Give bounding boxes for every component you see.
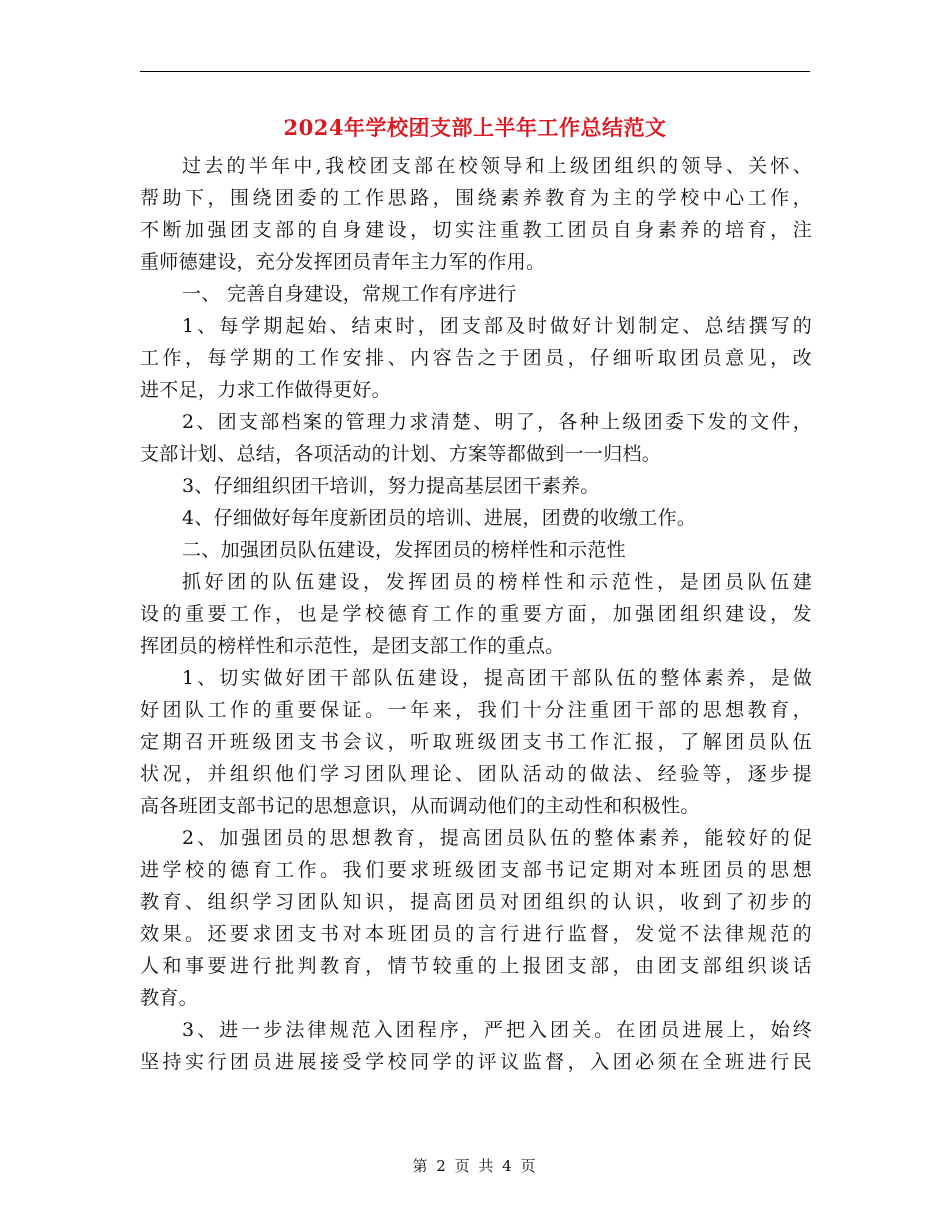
paragraph-line: 抓好团的队伍建设，发挥团员的榜样性和示范性，是团员队伍建 — [182, 571, 812, 593]
paragraph-line: 教育。 — [140, 987, 198, 1009]
paragraph-line: 重师德建设，充分发挥团员青年主力军的作用。 — [140, 251, 546, 273]
paragraph-line: 人和事要进行批判教育，情节较重的上报团支部，由团支部组织谈话 — [140, 955, 812, 977]
paragraph-line: 2、团支部档案的管理力求清楚、明了，各种上级团委下发的文件， — [182, 411, 812, 433]
paragraph-line: 1、切实做好团干部队伍建设，提高团干部队伍的整体素养，是做 — [182, 667, 812, 689]
paragraph-line: 支部计划、总结，各项活动的计划、方案等都做到一一归档。 — [140, 443, 662, 465]
section-heading: 一、 完善自身建设，常规工作有序进行 — [182, 283, 517, 305]
section-heading: 二、加强团员队伍建设，发挥团员的榜样性和示范性 — [182, 539, 626, 561]
paragraph-line: 效果。还要求团支书对本班团员的言行进行监督，发觉不法律规范的 — [140, 923, 812, 945]
paragraph-line: 过去的半年中,我校团支部在校领导和上级团组织的领导、关怀、 — [182, 155, 812, 177]
paragraph-line: 3、仔细组织团干培训，努力提高基层团干素养。 — [182, 475, 600, 497]
paragraph-line: 工作，每学期的工作安排、内容告之于团员，仔细听取团员意见，改 — [140, 347, 812, 369]
paragraph-line: 3、进一步法律规范入团程序，严把入团关。在团员进展上，始终 — [182, 1019, 812, 1041]
paragraph-line: 教育、组织学习团队知识，提高团员对团组织的认识，收到了初步的 — [140, 891, 812, 913]
paragraph-line: 好团队工作的重要保证。一年来，我们十分注重团干部的思想教育， — [140, 699, 812, 721]
paragraph-line: 状况，并组织他们学习团队理论、团队活动的做法、经验等，逐步提 — [140, 763, 812, 785]
paragraph-line: 定期召开班级团支书会议，听取班级团支书工作汇报，了解团员队伍 — [140, 731, 812, 753]
paragraph-line: 1、每学期起始、结束时，团支部及时做好计划制定、总结撰写的 — [182, 315, 812, 337]
paragraph-line: 进学校的德育工作。我们要求班级团支部书记定期对本班团员的思想 — [140, 859, 812, 881]
document-title: 2024年学校团支部上半年工作总结范文 — [283, 115, 667, 140]
paragraph-line: 4、仔细做好每年度新团员的培训、进展，团费的收缴工作。 — [182, 507, 697, 529]
document-body — [140, 150, 812, 1078]
paragraph-line: 高各班团支部书记的思想意识，从而调动他们的主动性和积极性。 — [140, 795, 700, 817]
paragraph-line: 帮助下，围绕团委的工作思路，围绕素养教育为主的学校中心工作， — [140, 187, 812, 209]
paragraph-line: 坚持实行团员进展接受学校同学的评议监督，入团必须在全班进行民 — [140, 1051, 812, 1073]
paragraph-line: 设的重要工作，也是学校德育工作的重要方面，加强团组织建设，发 — [140, 603, 812, 625]
paragraph-line: 进不足，力求工作做得更好。 — [140, 379, 391, 401]
header-rule — [140, 71, 810, 72]
paragraph-line: 2、加强团员的思想教育，提高团员队伍的整体素养，能较好的促 — [182, 827, 812, 849]
paragraph-line: 不断加强团支部的自身建设，切实注重教工团员自身素养的培育，注 — [140, 219, 812, 241]
page-number-footer: 第 2 页 共 4 页 — [412, 1157, 538, 1175]
paragraph-line: 挥团员的榜样性和示范性，是团支部工作的重点。 — [140, 635, 565, 657]
